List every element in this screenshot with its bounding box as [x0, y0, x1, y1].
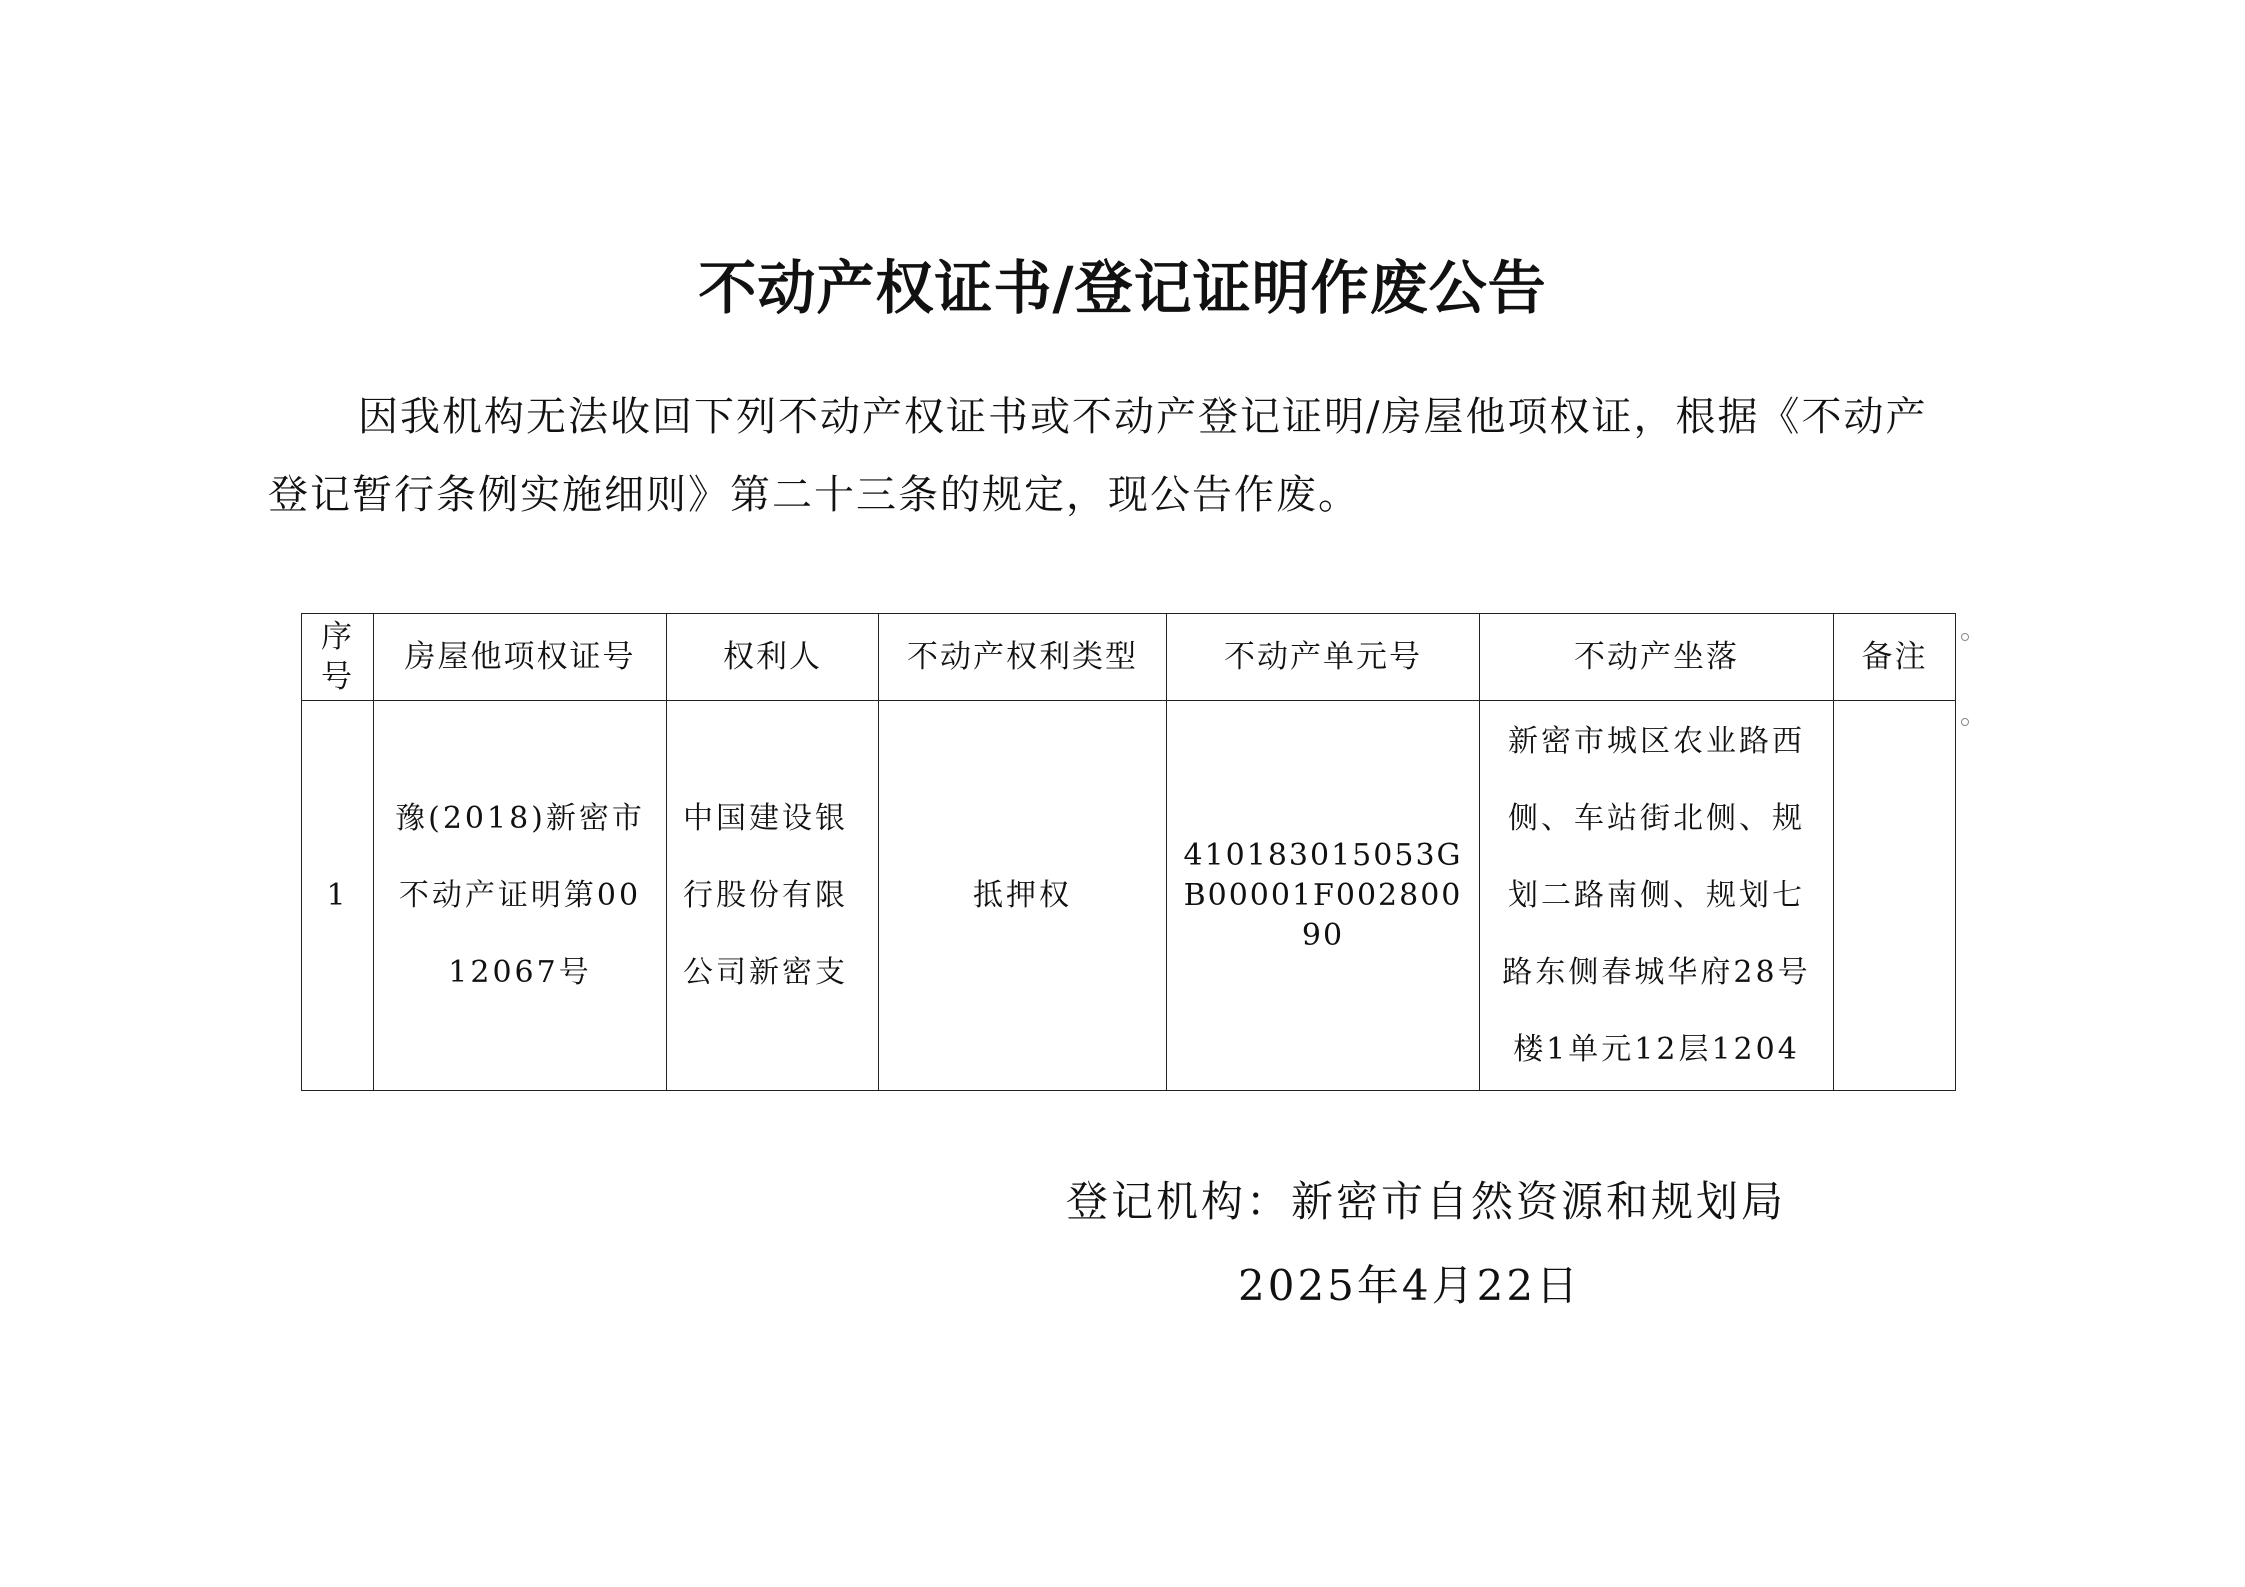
- header-seq: [302, 614, 374, 701]
- notice-title: 不动产权证书/登记证明作废公告: [698, 254, 1547, 322]
- margin-mark: [1961, 633, 1969, 641]
- cell-unit-no: [1167, 701, 1480, 1091]
- cell-location: [1480, 701, 1834, 1091]
- header-remark: 备注: [1834, 614, 1956, 701]
- notice-intro: 因我机构无法收回下列不动产权证书或不动产登记证明/房屋他项权证，根据《不动产登记暂行条例实施细则》第二十三条的规定，现公告作废。: [268, 394, 1928, 518]
- margin-mark: [1961, 718, 1969, 726]
- table-row: [302, 701, 1956, 1091]
- cell-holder: [667, 701, 879, 1091]
- header-unit-no: 不动产单元号: [1167, 614, 1480, 701]
- cell-right-type: 抵押权: [879, 701, 1167, 1091]
- table-header-row: [302, 614, 1956, 701]
- header-location: 不动产坐落: [1480, 614, 1834, 701]
- cell-remark: [1834, 701, 1956, 1091]
- cancellation-table: [301, 613, 1956, 1091]
- header-cert-no: 房屋他项权证号: [374, 614, 667, 701]
- cert-no-text: 豫(2018)新密市不动产证明第0012067号: [395, 801, 645, 990]
- unit-no-text: 410183015053GB00001F00280090: [1183, 837, 1463, 953]
- header-right-type: 不动产权利类型: [879, 614, 1167, 701]
- location-text: 新密市城区农业路西侧、车站街北侧、规划二路南侧、规划七路东侧春城华府28号楼1单元12层1204: [1502, 724, 1811, 1067]
- header-holder: 权利人: [667, 614, 879, 701]
- cell-seq: 1: [302, 701, 374, 1091]
- holder-text: 中国建设银行股份有限公司新密支: [683, 801, 848, 990]
- issue-date: 2025年4月22日: [1238, 1261, 1582, 1310]
- header-seq-label: 序号: [321, 619, 354, 695]
- issuing-authority: 登记机构：新密市自然资源和规划局: [1066, 1177, 1787, 1226]
- cell-cert-no: [374, 701, 667, 1091]
